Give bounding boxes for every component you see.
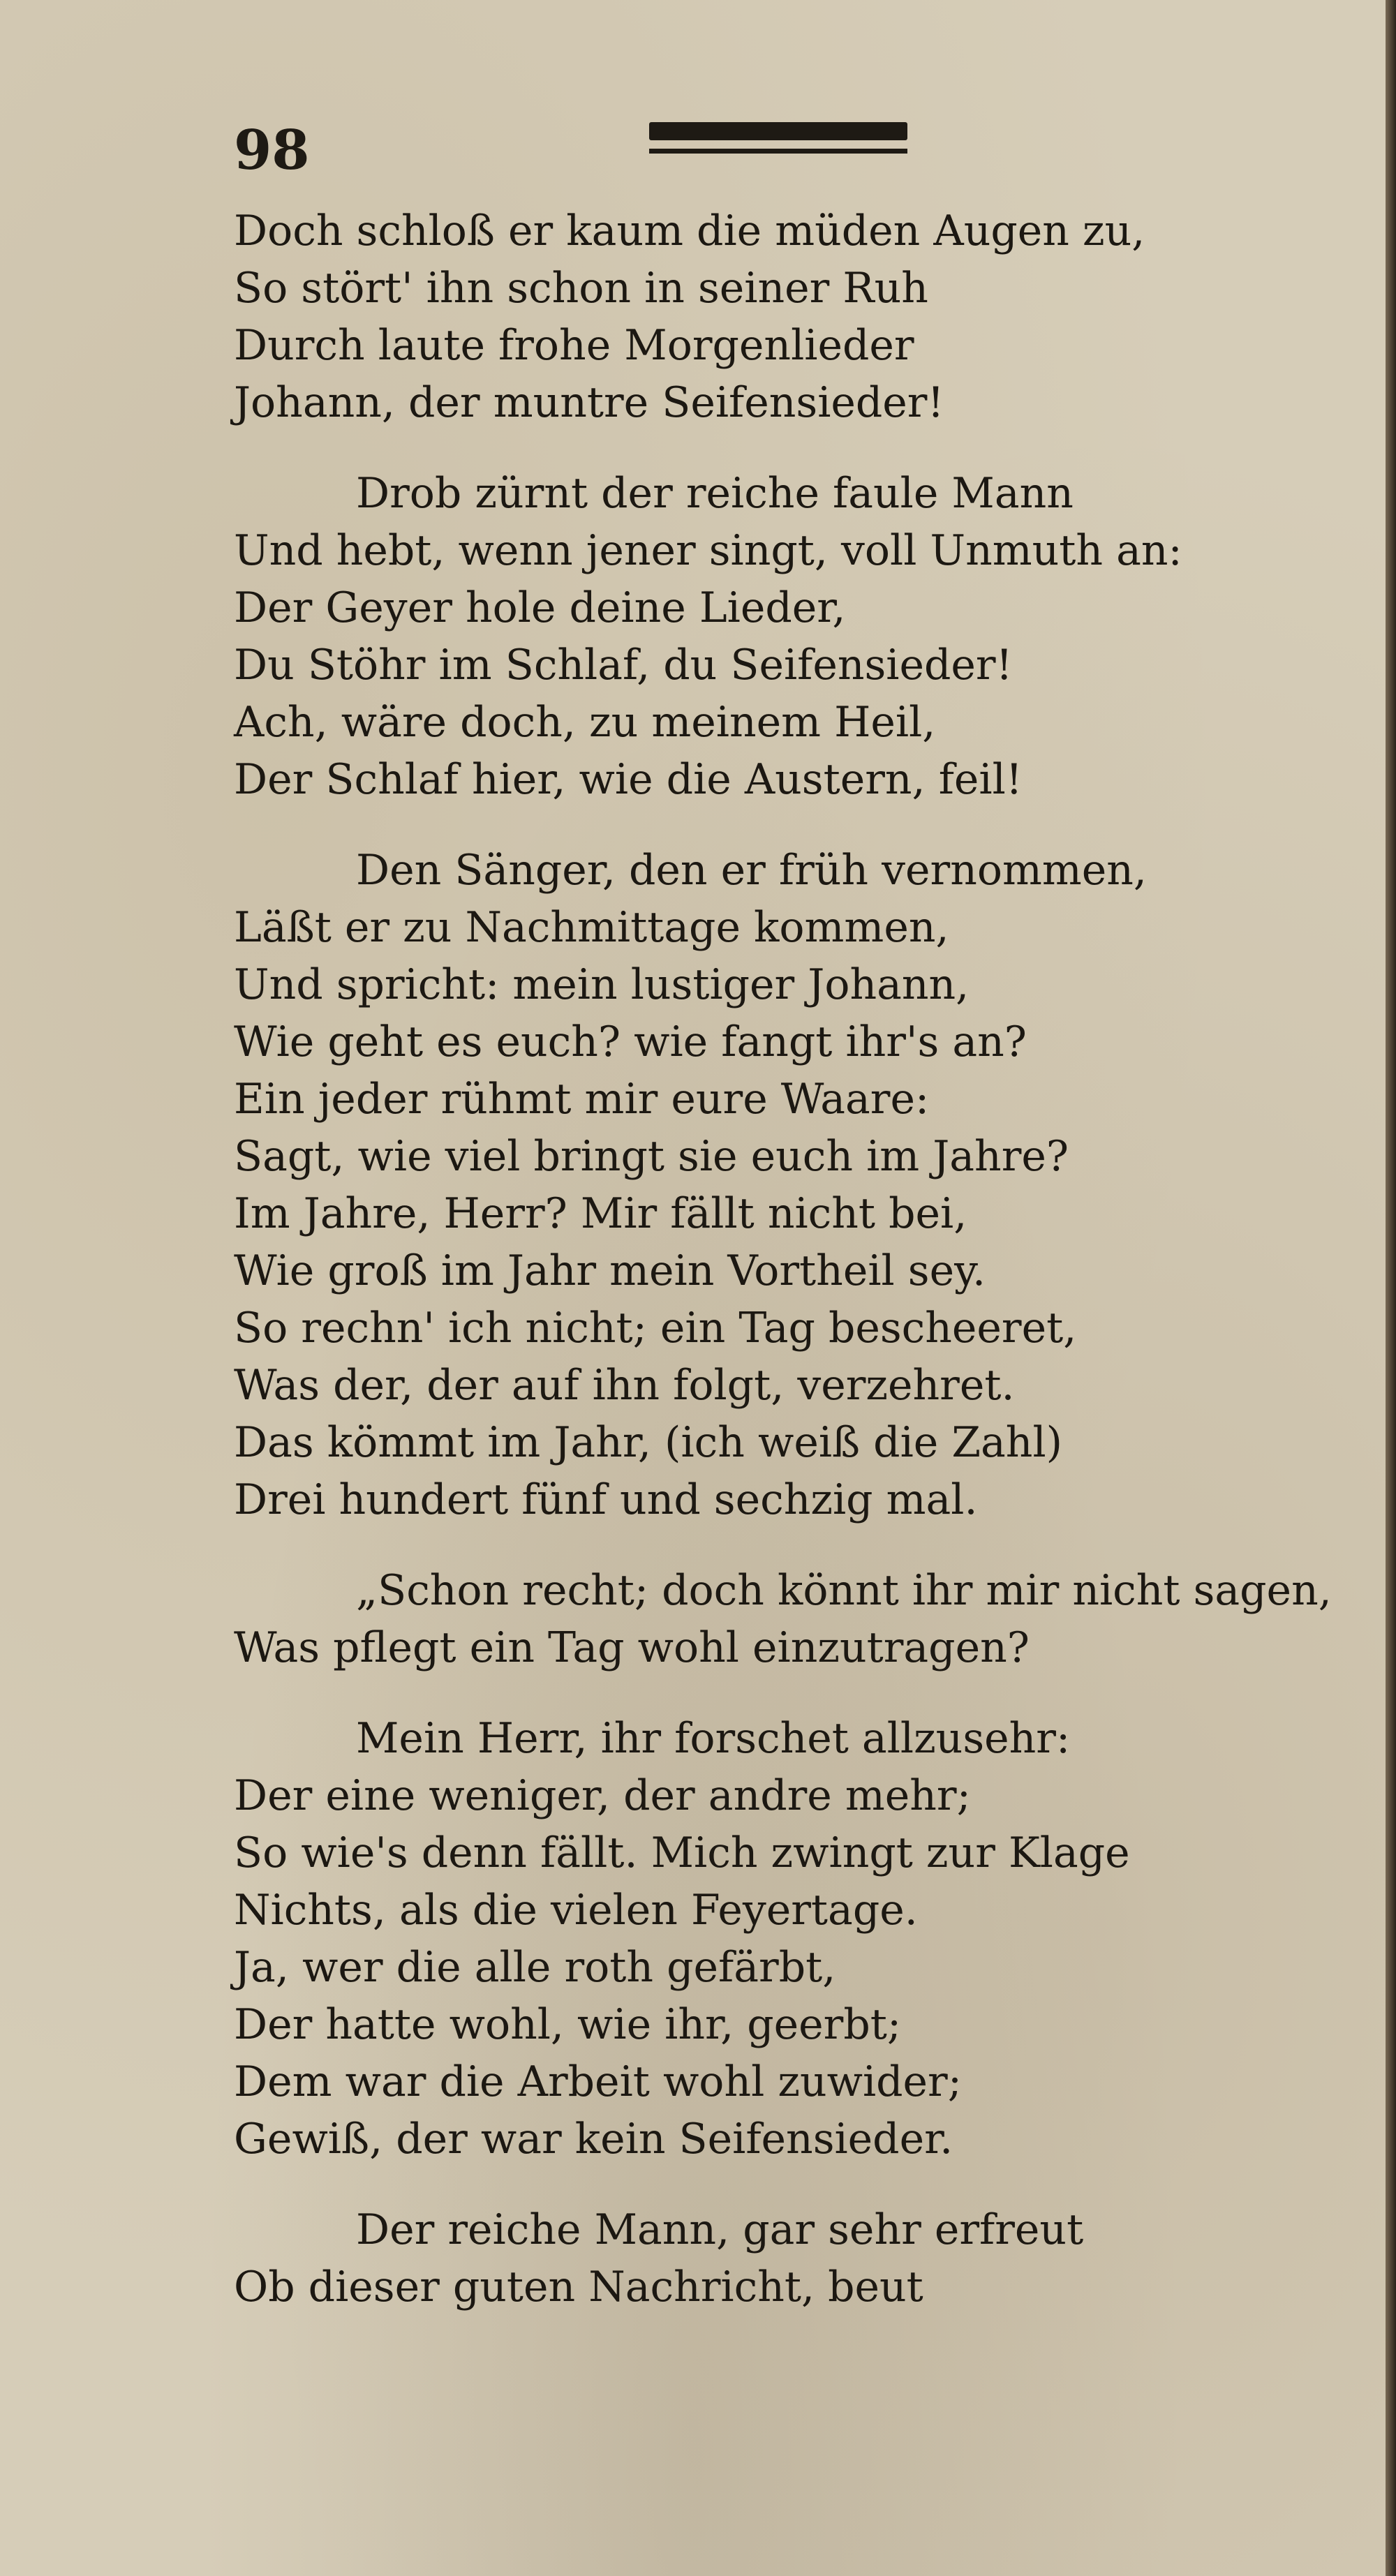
poem-line: So wie's denn fällt. Mich zwingt zur Klage xyxy=(234,1829,1130,1877)
poem-line: Was der, der auf ihn folgt, verzehret. xyxy=(234,1361,1015,1410)
poem-line: Ob dieser guten Nachricht, beut xyxy=(234,2263,923,2311)
page-header xyxy=(234,119,1281,188)
poem-line: So stört' ihn schon in seiner Ruh xyxy=(234,264,928,313)
poem-line: Läßt er zu Nachmittage kommen, xyxy=(234,903,949,952)
poem-line: Drob zürnt der reiche faule Mann xyxy=(356,469,1074,518)
poem-line: Ach, wäre doch, zu meinem Heil, xyxy=(234,698,936,747)
poem-line: Der Schlaf hier, wie die Austern, feil! xyxy=(234,755,1023,804)
header-rule-thick xyxy=(649,122,907,140)
poem-line: Der eine weniger, der andre mehr; xyxy=(234,1771,971,1820)
poem-line: Doch schloß er kaum die müden Augen zu, xyxy=(234,207,1145,255)
book-spine-edge xyxy=(1386,0,1396,2576)
poem-line: Der Geyer hole deine Lieder, xyxy=(234,583,846,632)
poem-line: Sagt, wie viel bringt sie euch im Jahre? xyxy=(234,1132,1069,1181)
poem-line: Ja, wer die alle roth gefärbt, xyxy=(234,1943,836,1992)
poem-line: Ein jeder rühmt mir eure Waare: xyxy=(234,1075,930,1124)
poem-line: So rechn' ich nicht; ein Tag bescheeret, xyxy=(234,1304,1077,1353)
poem-line: Der reiche Mann, gar sehr erfreut xyxy=(356,2205,1084,2254)
poem-line: Und hebt, wenn jener singt, voll Unmuth an: xyxy=(234,526,1182,575)
page-number: 98 xyxy=(234,119,310,182)
poem-line: Gewiß, der war kein Seifensieder. xyxy=(234,2115,953,2164)
poem-line: Den Sänger, den er früh vernommen, xyxy=(356,846,1147,895)
poem-line: Wie groß im Jahr mein Vortheil sey. xyxy=(234,1246,986,1295)
poem-text xyxy=(234,202,1332,2316)
header-rule-thin xyxy=(649,149,907,154)
header-rule xyxy=(649,122,907,161)
poem-line: Du Stöhr im Schlaf, du Seifensieder! xyxy=(234,641,1013,690)
poem-line: Was pflegt ein Tag wohl einzutragen? xyxy=(234,1623,1030,1672)
poem-line: Wie geht es euch? wie fangt ihr's an? xyxy=(234,1018,1027,1066)
poem-line: Dem war die Arbeit wohl zuwider; xyxy=(234,2057,962,2106)
poem-line: Drei hundert fünf und sechzig mal. xyxy=(234,1475,978,1524)
poem-line: Das kömmt im Jahr, (ich weiß die Zahl) xyxy=(234,1418,1063,1467)
poem-line: Durch laute frohe Morgenlieder xyxy=(234,321,914,370)
poem-line: Johann, der muntre Seifensieder! xyxy=(234,378,944,427)
poem-line: Mein Herr, ihr forschet allzusehr: xyxy=(356,1714,1071,1763)
poem-line: Und spricht: mein lustiger Johann, xyxy=(234,960,970,1009)
poem-line: Im Jahre, Herr? Mir fällt nicht bei, xyxy=(234,1189,967,1238)
poem-line: Der hatte wohl, wie ihr, geerbt; xyxy=(234,2000,902,2049)
poem-line: Nichts, als die vielen Feyertage. xyxy=(234,1886,918,1935)
poem-line: „Schon recht; doch könnt ihr mir nicht sagen, xyxy=(356,1566,1332,1615)
